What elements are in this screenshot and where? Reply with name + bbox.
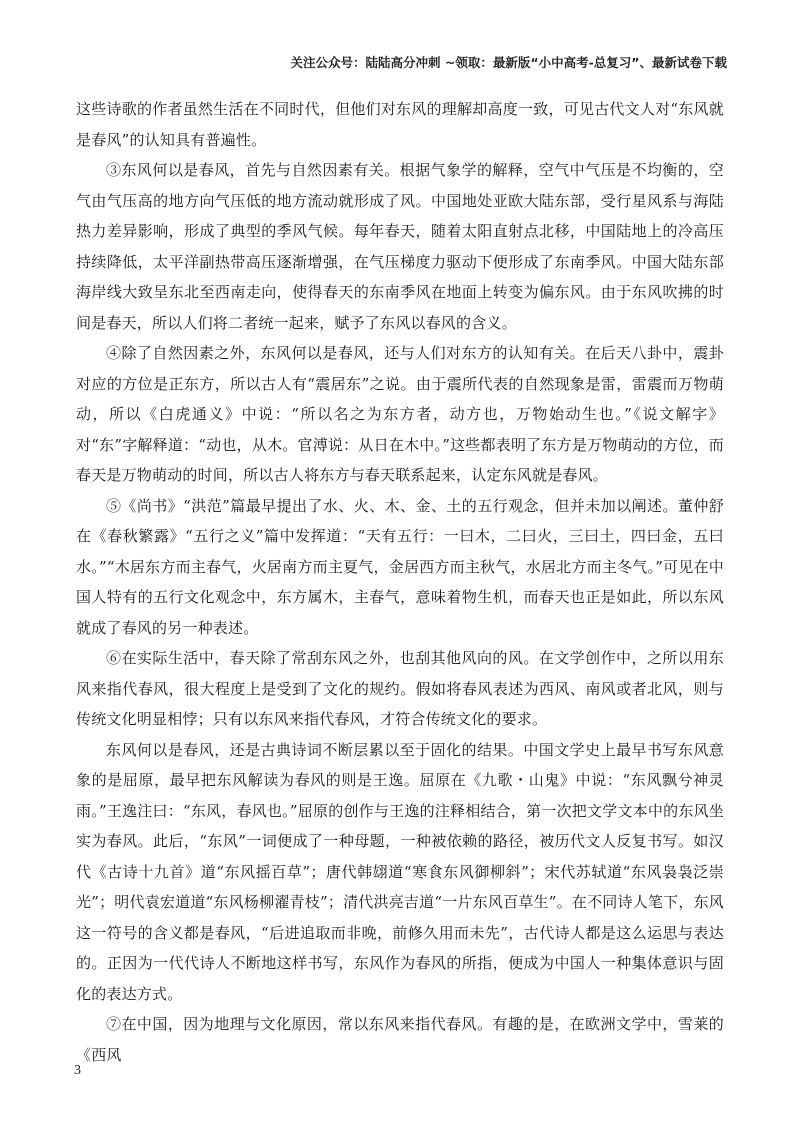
paragraph-5: ⑤《尚书》“洪范”篇最早提出了水、火、木、金、土的五行观念，但并未加以阐述。董仲舒在《春秋繁露》“五行之义”篇中发挥道：“天有五行：一曰木，二曰火，三曰土，四曰金，五曰水。”“木居东方而主春气，火居南方而主夏气，金居西方而主秋气，水居北方而主冬气。”可见在中国人特有的五行文化观念中，东方属木，主春气，意味着物生机，而春天也正是如此，所以东风就成了春风的另一种表述。 xyxy=(76,496,724,637)
paragraph-1: 这些诗歌的作者虽然生活在不同时代，但他们对东风的理解却高度一致，可见古代文人对“东风就是春风”的认知具有普遍性。 xyxy=(76,100,724,149)
paragraph-unnumbered: 东风何以是春风，还是古典诗词不断层累以至于固化的结果。中国文学史上最早书写东风意象的是屈原，最早把东风解读为春风的则是王逸。屈原在《九歌・山鬼》中说：“东风飘兮神灵雨。”王逸注曰：“东风，春风也。”屈原的创作与王逸的注释相结合，第一次把文学文本中的东风坐实为春风。此后，“东风”一词便成了一种母题，一种被依赖的路径，被历代文人反复书写。如汉代《古诗十九首》道“东风摇百草”；唐代韩翃道“寒食东风御柳斜”；宋代苏轼道“东风袅袅泛崇光”；明代袁宏道道“东风杨柳濯青枝”；清代洪亮吉道“一片东风百草生”。在不同诗人笔下，东风这一符号的含义都是春风，“后进追取而非晚，前修久用而未先”，古代诗人都是这么运思与表达的。正因为一代代诗人不断地这样书写，东风作为春风的所指，便成为中国人一种集体意识与固化的表达方式。 xyxy=(76,740,724,1003)
paragraph-3: ③东风何以是春风，首先与自然因素有关。根据气象学的解释，空气中气压是不均衡的，空气由气压高的地方向气压低的地方流动就形成了风。中国地处亚欧大陆东部，受行星风系与海陆热力差异影响，形成了典型的季风气候。每年春天，随着太阳直射点北移，中国陆地上的冷高压持续降低，太平洋副热带高压逐渐增强，在气压梯度力驱动下便形成了东南季风。中国大陆东部海岸线大致呈东北至西南走向，使得春天的东南季风在地面上转变为偏东风。由于东风吹拂的时间是春天，所以人们将二者统一起来，赋予了东风以春风的含义。 xyxy=(76,161,724,332)
paragraph-4: ④除了自然因素之外，东风何以是春风，还与人们对东方的认知有关。在后天八卦中，震卦对应的方位是正东方，所以古人有“震居东”之说。由于震所代表的自然现象是雷，雷震而万物萌动，所以《白虎通义》中说：“所以名之为东方者，动方也，万物始动生也。”《说文解字》对“东”字解释道：“动也，从木。官溥说：从日在木中。”这些都表明了东方是万物萌动的方位，而春天是万物萌动的时间，所以古人将东方与春天联系起来，认定东风就是春风。 xyxy=(76,344,724,484)
article-body xyxy=(76,94,724,1070)
page-number: 3 xyxy=(74,1063,81,1078)
header-note: 关注公众号：陆陆高分冲刺 ~领取：最新版“小中高考-总复习”、最新试卷下载 xyxy=(290,55,727,70)
paragraph-6: ⑥在实际生活中，春天除了常刮东风之外，也刮其他风向的风。在文学创作中，之所以用东风来指代春风，很大程度上是受到了文化的规约。假如将春风表述为西风、南风或者北风，则与传统文化明显相悖；只有以东风来指代春风，才符合传统文化的要求。 xyxy=(76,649,724,728)
paragraph-7: ⑦在中国，因为地理与文化原因，常以东风来指代春风。有趣的是，在欧洲文学中，雪莱的《西风 xyxy=(76,1015,724,1064)
